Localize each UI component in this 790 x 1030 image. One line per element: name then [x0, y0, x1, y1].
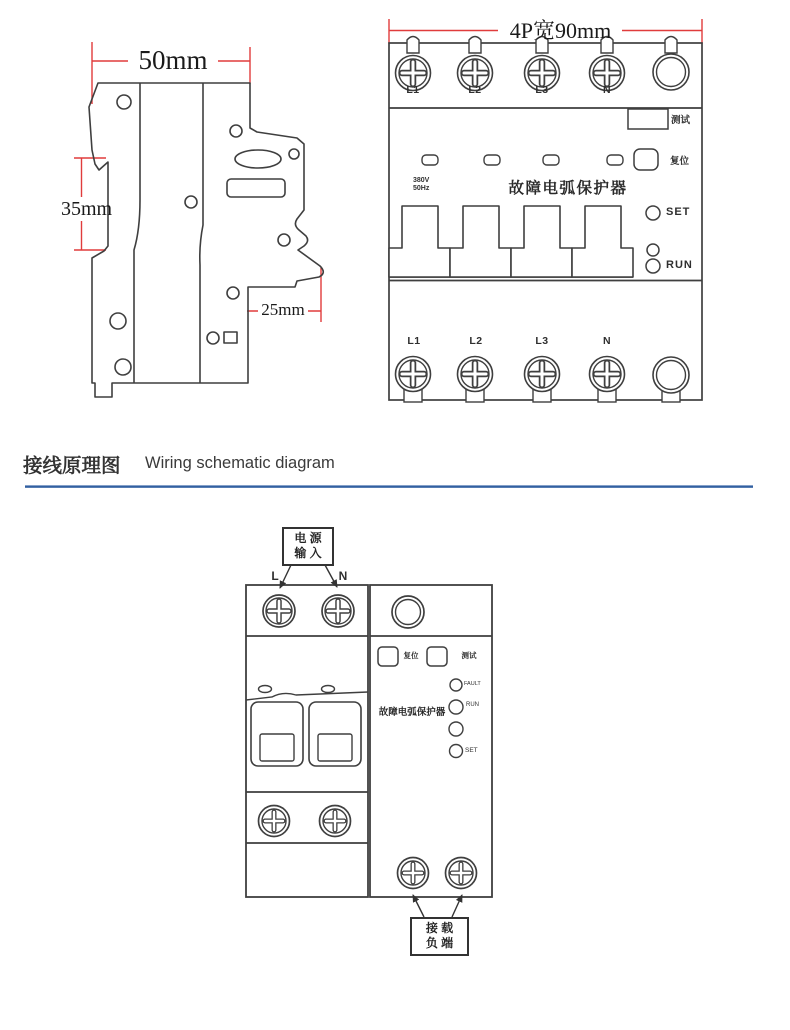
test-button-label-schematic: 测试 [461, 651, 477, 660]
rating-voltage: 380V [413, 177, 430, 184]
indicator-leds [449, 679, 463, 758]
terminal-label-l2-bottom: L2 [469, 335, 483, 347]
input-screw-terminals [263, 595, 424, 628]
rating-frequency: 50Hz [413, 185, 430, 192]
dimension-4p-width-label: 4P宽90mm [509, 18, 612, 43]
set-led-label: SET [666, 206, 691, 218]
load-terminal-line1: 接 载 [425, 921, 454, 935]
power-input-line2: 输 入 [294, 546, 322, 560]
rivet-holes [110, 95, 299, 375]
toggle-handles [389, 206, 633, 277]
load-terminal-line2: 负 端 [425, 936, 454, 950]
test-button-label: 测试 [671, 115, 691, 126]
terminal-label-l3-top: L3 [535, 84, 549, 96]
test-button [628, 109, 668, 129]
set-led-label-schematic: SET [465, 747, 478, 754]
terminal-label-l2-top: L2 [468, 84, 482, 96]
section-divider [25, 485, 753, 488]
reset-button-label: 复位 [670, 156, 690, 167]
screw-terminals-bottom [396, 357, 690, 394]
load-terminal-box-label [412, 921, 467, 951]
dimension-height-label: 35mm [61, 198, 113, 220]
load-screw-terminals [398, 858, 477, 889]
terminal-label-l1-top: L1 [406, 84, 420, 96]
dimension-lines [74, 42, 321, 322]
fault-led-label: FAULT [464, 681, 481, 687]
terminal-label-n-bottom: N [602, 335, 612, 347]
breaker-side-outline [89, 83, 323, 397]
rating-text [413, 177, 429, 193]
terminal-label-l: L [271, 569, 279, 583]
power-input-line1: 电 源 [294, 531, 322, 545]
breaker-pole-details [246, 686, 368, 767]
indicator-windows [422, 155, 623, 165]
power-input-box-label [284, 531, 332, 561]
set-run-leds [646, 206, 660, 273]
product-name-label: 故障电弧保护器 [508, 180, 628, 197]
dimension-width-label: 50mm [138, 45, 208, 75]
run-led-label-schematic: RUN [466, 702, 479, 708]
terminal-label-l3-bottom: L3 [535, 335, 549, 347]
product-name-label-schematic: 故障电弧保护器 [378, 707, 446, 718]
reset-button [634, 149, 658, 170]
section-title-zh: 接线原理图 [23, 455, 121, 477]
terminal-label-n: N [338, 569, 348, 583]
pole-screw-terminals [259, 806, 351, 837]
terminal-label-n-top: N [602, 84, 612, 96]
section-title-en: Wiring schematic diagram [145, 454, 335, 472]
front-view-drawing [380, 10, 710, 420]
reset-button-label-schematic: 复位 [403, 651, 419, 660]
run-led-label: RUN [666, 259, 693, 271]
terminal-label-l1-bottom: L1 [407, 335, 421, 347]
dimension-depth-label: 25mm [259, 300, 307, 320]
device-boxes [246, 585, 492, 897]
